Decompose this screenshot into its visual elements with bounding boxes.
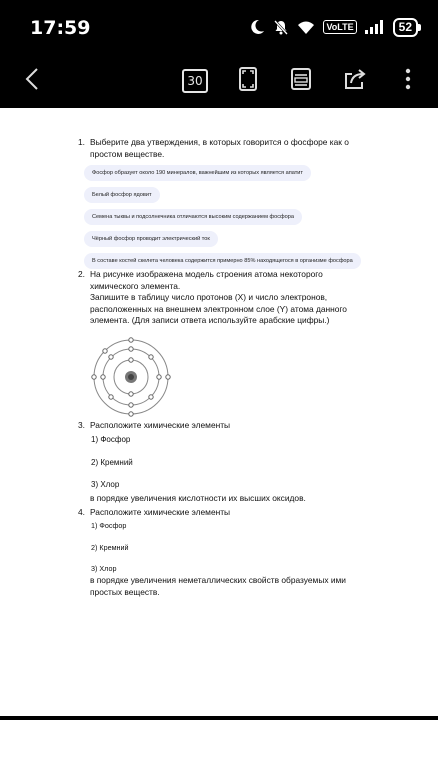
option-item: 3) Хлор bbox=[91, 480, 120, 489]
question-number: 3. bbox=[78, 420, 85, 430]
moon-icon bbox=[249, 19, 265, 35]
chevron-left-icon bbox=[25, 67, 39, 96]
question-number: 4. bbox=[78, 507, 85, 517]
share-icon bbox=[343, 68, 367, 95]
back-button[interactable] bbox=[20, 66, 44, 96]
answer-chip[interactable]: Фосфор образует около 190 минералов, важнейшим из которых является апатит bbox=[84, 165, 311, 181]
question-text: элемента. (Для записи ответа используйте арабские цифры.) bbox=[90, 315, 330, 325]
more-vertical-icon bbox=[405, 68, 411, 95]
volte-badge: VoLTE bbox=[323, 20, 356, 34]
more-options-button[interactable] bbox=[400, 66, 416, 96]
answer-chip[interactable]: Семена тыквы и подсолнечника отличаются высоким содержанием фосфора bbox=[84, 209, 302, 225]
question-text: химического элемента. bbox=[90, 280, 181, 291]
option-item: 3) Хлор bbox=[91, 564, 117, 573]
fit-screen-icon bbox=[239, 67, 257, 96]
question-4 bbox=[78, 507, 230, 519]
page-divider bbox=[0, 716, 438, 720]
option-item: 1) Фосфор bbox=[91, 521, 127, 530]
question-text: Расположите химические элементы bbox=[90, 507, 231, 517]
question-3 bbox=[78, 420, 230, 432]
page-count-button[interactable]: 30 bbox=[182, 69, 208, 93]
answer-chip[interactable]: В составе костей скелета человека содержится примерно 85% находящегося в организме фосфора bbox=[84, 253, 361, 269]
battery-indicator: 52 bbox=[393, 18, 418, 37]
option-item: 1) Фосфор bbox=[91, 435, 131, 444]
muted-bell-icon bbox=[273, 19, 289, 35]
question-text: в порядке увеличения неметаллических свойств образуемых ими bbox=[90, 575, 346, 585]
status-icons bbox=[249, 16, 418, 38]
document-toolbar bbox=[0, 56, 438, 108]
option-item: 2) Кремний bbox=[91, 458, 133, 467]
question-3-tail bbox=[78, 493, 306, 505]
document-page[interactable] bbox=[0, 108, 438, 716]
question-text: Запишите в таблицу число протонов (X) и число электронов, bbox=[90, 292, 328, 302]
question-number: 1. bbox=[78, 137, 85, 147]
question-number: 2. bbox=[78, 269, 85, 279]
reading-mode-button[interactable] bbox=[289, 66, 313, 96]
question-text: Выберите два утверждения, в которых говорится о фосфоре как о bbox=[90, 137, 349, 147]
option-item: 2) Кремний bbox=[91, 543, 129, 552]
question-2 bbox=[78, 269, 347, 327]
fit-screen-button[interactable] bbox=[236, 66, 260, 96]
question-text: простом веществе. bbox=[90, 148, 165, 159]
signal-icon bbox=[365, 20, 385, 34]
status-time: 17:59 bbox=[30, 17, 91, 39]
wifi-icon bbox=[297, 19, 315, 35]
status-bar bbox=[0, 0, 438, 56]
question-text: расположенных на внешнем электронном слое (Y) атома данного bbox=[90, 303, 347, 314]
answer-chip[interactable]: Чёрный фосфор проводит электрический ток bbox=[84, 231, 218, 247]
atom-model-diagram bbox=[91, 337, 171, 422]
answer-chip[interactable]: Белый фосфор ядовит bbox=[84, 187, 160, 203]
share-button[interactable] bbox=[342, 66, 368, 96]
question-4-tail bbox=[78, 575, 346, 598]
question-text: На рисунке изображена модель строения атома некоторого bbox=[90, 269, 323, 279]
question-text: простых веществ. bbox=[90, 586, 160, 597]
question-text: в порядке увеличения кислотности их высших оксидов. bbox=[90, 493, 306, 503]
document-view-icon bbox=[291, 68, 311, 95]
question-1 bbox=[78, 137, 349, 160]
question-text: Расположите химические элементы bbox=[90, 420, 231, 430]
